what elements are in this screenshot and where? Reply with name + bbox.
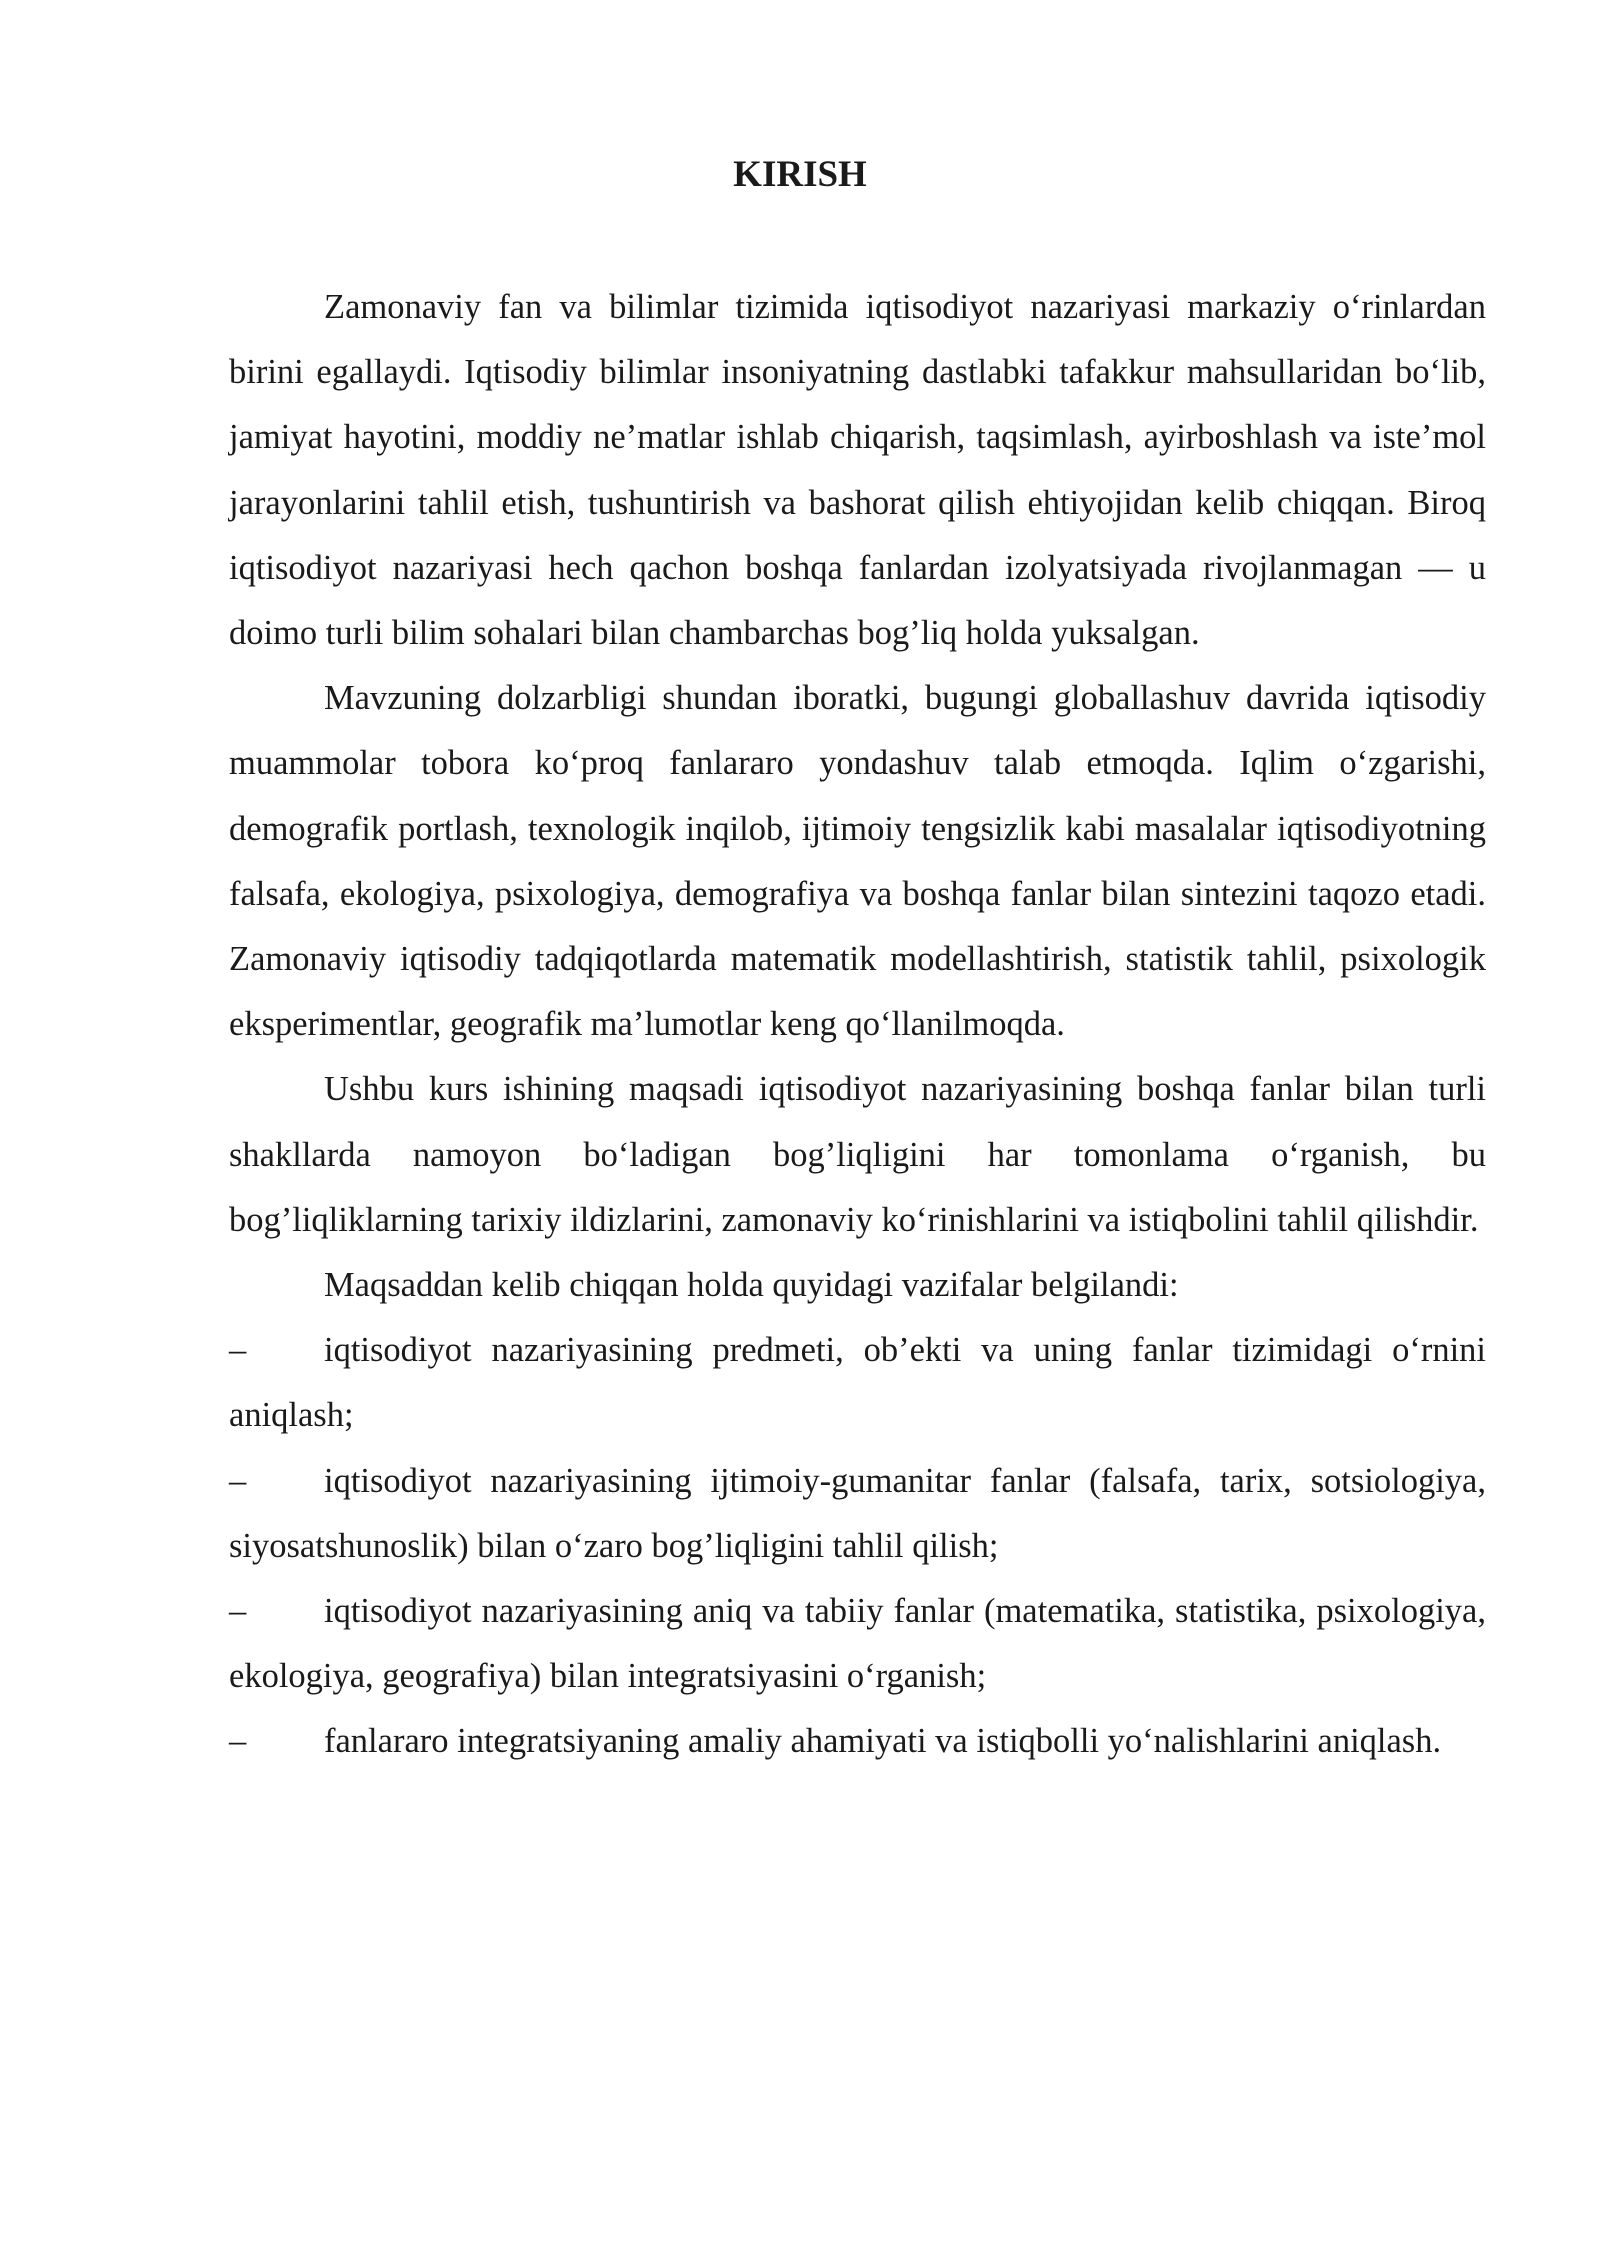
list-item xyxy=(229,1449,1486,1579)
page-title: KIRISH xyxy=(733,154,867,195)
dash-marker: – xyxy=(229,1592,247,1631)
list-item-text: iqtisodiyot nazariyasining predmeti, ob’ekti va uning fanlar tizimidagi o‘rnini aniqlash; xyxy=(229,1331,1486,1435)
list-item xyxy=(229,1709,1486,1774)
paragraph-relevance: Mavzuning dolzarbligi shundan iboratki, bugungi globallashuv davrida iqtisodiy muammolar tobora ko‘proq fanlararo yondashuv talab etmoqda. Iqlim o‘zgarishi, demografik portlash, texnologik inqilob, ijtimoiy tengsizlik kabi masalalar iqtisodiyotning falsafa, ekologiya, psixologiya, demografiya va boshqa fanlar bilan sintezini taqozo etadi. Zamonaviy iqtisodiy tadqiqotlarda matematik modellashtirish, statistik tahlil, psixologik eksperimentlar, geografik ma’lumotlar keng qo‘llanilmoqda. xyxy=(229,679,1486,1044)
body-text xyxy=(229,275,1486,1775)
paragraph-goal: Ushbu kurs ishining maqsadi iqtisodiyot nazariyasining boshqa fanlar bilan turli shakllarda namoyon bo‘ladigan bog’liqligini har tomonlama o‘rganish, bu bog’liqliklarning tarixiy ildizlarini, zamonaviy ko‘rinishlarini va istiqbolini tahlil qilishdir. xyxy=(229,1070,1486,1239)
paragraph-introduction: Zamonaviy fan va bilimlar tizimida iqtisodiyot nazariyasi markaziy o‘rinlardan birini egallaydi. Iqtisodiy bilimlar insoniyatning dastlabki tafakkur mahsullaridan bo‘lib, jamiyat hayotini, moddiy ne’matlar ishlab chiqarish, taqsimlash, ayirboshlash va iste’mol jarayonlarini tahlil etish, tushuntirish va bashorat qilish ehtiyojidan kelib chiqqan. Biroq iqtisodiyot nazariyasi hech qachon boshqa fanlardan izolyatsiyada rivojlanmagan — u doimo turli bilim sohalari bilan chambarchas bog’liq holda yuksalgan. xyxy=(229,288,1486,653)
list-item-text: fanlararo integratsiyaning amaliy ahamiyati va istiqbolli yo‘nalishlarini aniqlash. xyxy=(324,1722,1442,1761)
dash-marker: – xyxy=(229,1722,247,1761)
list-item xyxy=(229,1579,1486,1709)
paragraph-tasks-intro: Maqsaddan kelib chiqqan holda quyidagi vazifalar belgilandi: xyxy=(324,1266,1179,1305)
list-item-text: iqtisodiyot nazariyasining aniq va tabiiy fanlar (matematika, statistika, psixologiya, ekologiya, geografiya) bilan integratsiyasini o‘rganish; xyxy=(229,1592,1486,1696)
list-item xyxy=(229,1318,1486,1448)
list-item-text: iqtisodiyot nazariyasining ijtimoiy-gumanitar fanlar (falsafa, tarix, sotsiologiya, siyosatshunoslik) bilan o‘zaro bog’liqligini tahlil qilish; xyxy=(229,1461,1486,1565)
dash-marker: – xyxy=(229,1331,247,1370)
dash-marker: – xyxy=(229,1461,247,1500)
